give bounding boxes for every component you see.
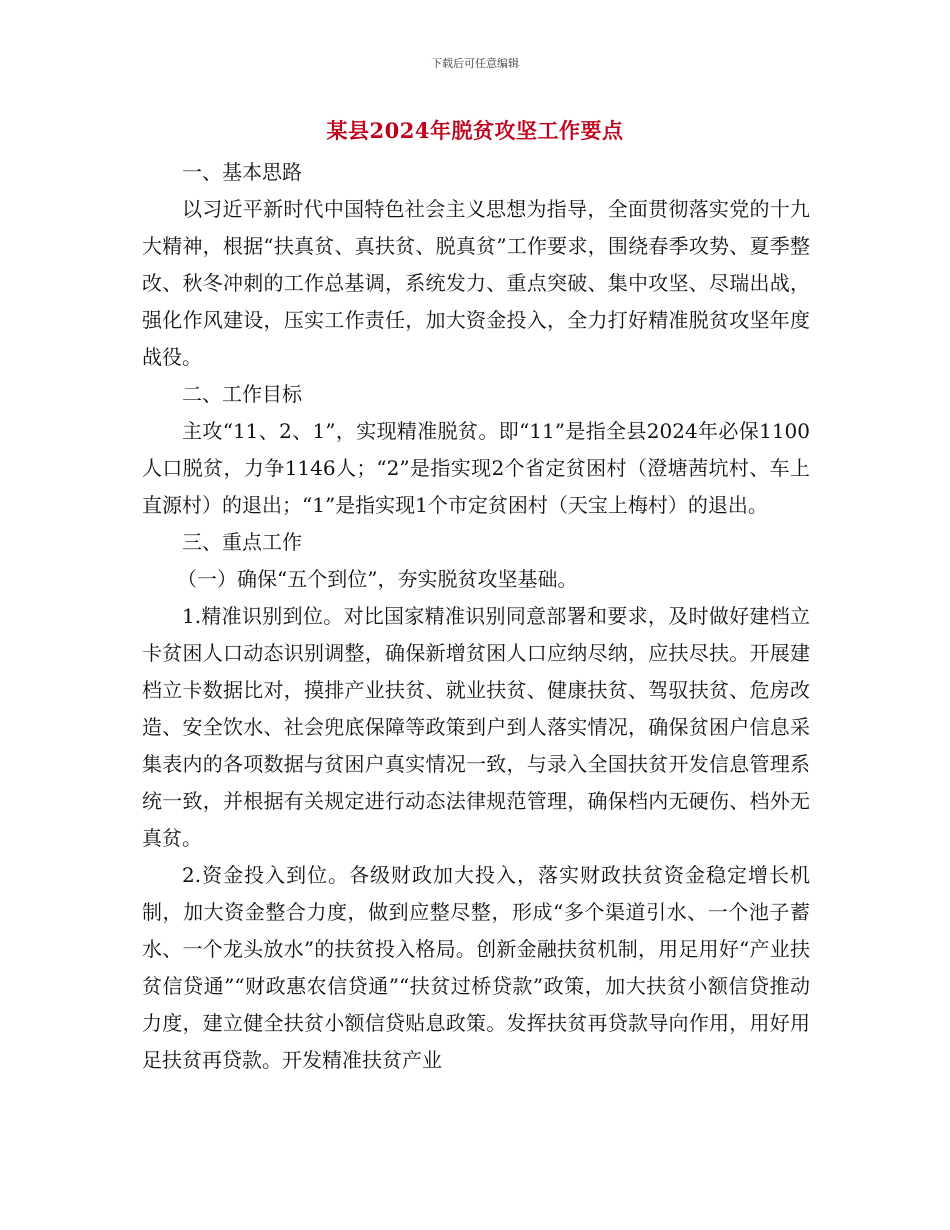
- document-title: 某县2024年脱贫攻坚工作要点: [326, 118, 624, 143]
- paragraph-precise-identification: 1.精准识别到位。对比国家精准识别同意部署和要求，及时做好建档立卡贫困人口动态识别调整，确保新增贫困人口应纳尽纳，应扶尽扶。开展建档立卡数据比对，摸排产业扶贫、就业扶贫、健康扶贫、驾驭扶贫、危房改造、安全饮水、社会兜底保障等政策到户到人落实情况，确保贫困户信息采集表内的各项数据与贫困户真实情况一致，与录入全国扶贫开发信息管理系统一致，并根据有关规定进行动态法律规范管理，确保档内无硬伤、档外无真贫。: [142, 604, 810, 850]
- document-body: [142, 154, 810, 1079]
- section-heading-basic-approach: 一、基本思路: [182, 160, 302, 184]
- page-header-note: 下载后可任意编辑: [431, 57, 519, 70]
- section-heading-work-goals: 二、工作目标: [182, 382, 302, 406]
- subsection-heading-five-in-place: （一）确保“五个到位”，夯实脱贫攻坚基础。: [177, 567, 578, 591]
- section-heading-key-work: 三、重点工作: [182, 530, 302, 554]
- paragraph-funding-input: 2.资金投入到位。各级财政加大投入，落实财政扶贫资金稳定增长机制，加大资金整合力度，做到应整尽整，形成“多个渠道引水、一个池子蓄水、一个龙头放水”的扶贫投入格局。创新金融扶贫机制，用足用好“产业扶贫信贷通”“财政惠农信贷通”“扶贫过桥贷款”政策，加大扶贫小额信贷推动力度，建立健全扶贫小额信贷贴息政策。发挥扶贫再贷款导向作用，用好用足扶贫再贷款。开发精准扶贫产业: [142, 863, 810, 1072]
- paragraph-work-goals: 主攻“11、2、1”，实现精准脱贫。即“11”是指全县2024年必保1100人口脱贫，力争1146人；“2”是指实现2个省定贫困村（澄塘茜坑村、车上直源村）的退出；“1”是指实现1个市定贫困村（天宝上梅村）的退出。: [142, 419, 810, 517]
- paragraph-basic-approach: 以习近平新时代中国特色社会主义思想为指导，全面贯彻落实党的十九大精神，根据“扶真贫、真扶贫、脱真贫”工作要求，围绕春季攻势、夏季整改、秋冬冲刺的工作总基调，系统发力、重点突破、集中攻坚、尽瑞出战，强化作风建设，压实工作责任，加大资金投入，全力打好精准脱贫攻坚年度战役。: [142, 197, 810, 369]
